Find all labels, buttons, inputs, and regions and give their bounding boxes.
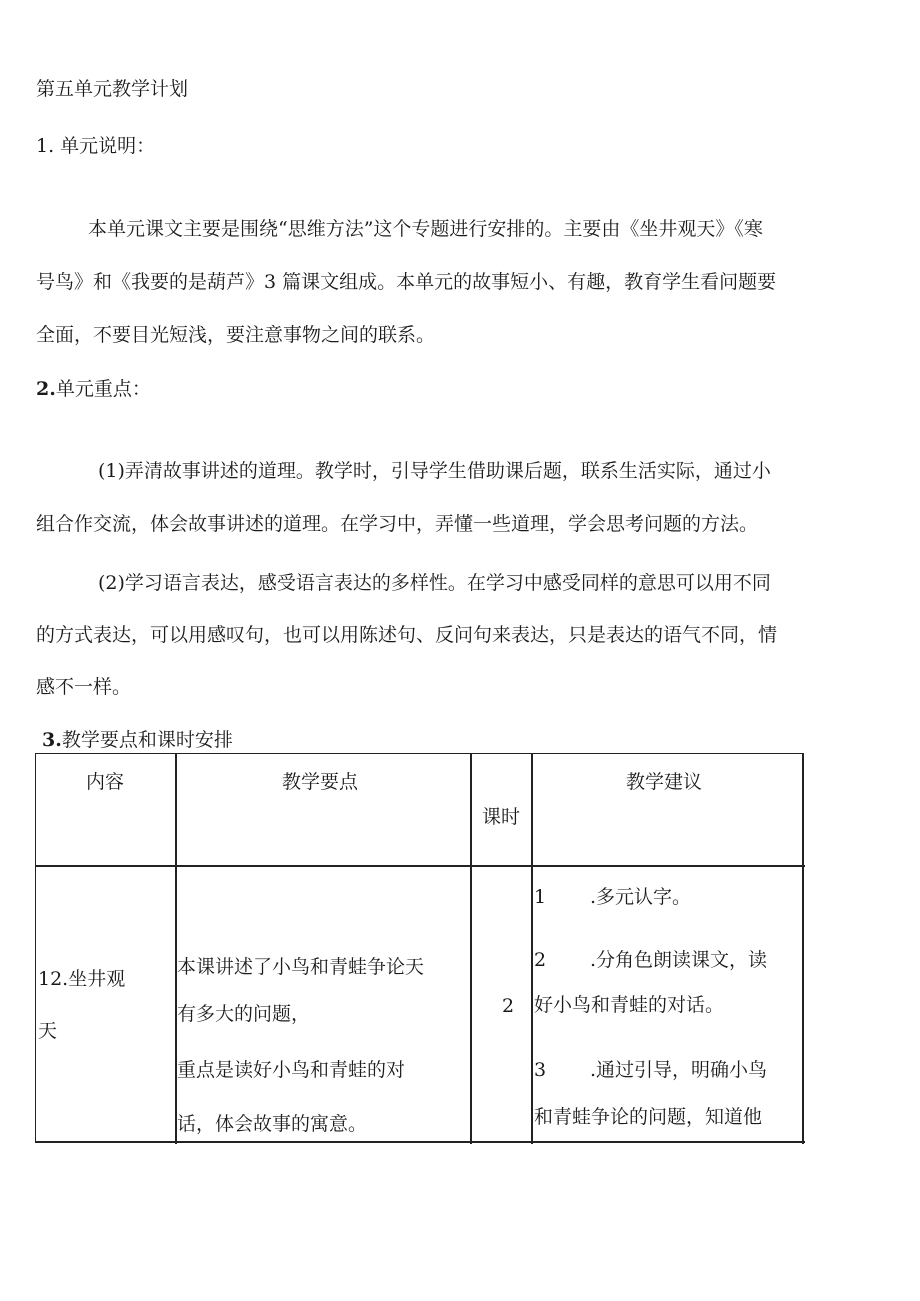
section-3-label: 教学要点和课时安排 — [61, 729, 233, 751]
table-divider — [531, 754, 533, 1144]
table-border — [802, 754, 804, 1144]
section-3-number: 3. — [42, 729, 62, 751]
advice-text: .通过引导，明确小鸟 — [590, 1059, 768, 1081]
row-class-hours: 2 — [502, 995, 515, 1017]
advice-number: 3 — [534, 1059, 547, 1081]
paragraph-line: (1)弄清故事讲述的道理。教学时，引导学生借助课后题，联系生活实际，通过小 — [98, 460, 771, 482]
page-title: 第五单元教学计划 — [36, 78, 189, 100]
lesson-plan-table — [35, 753, 804, 1143]
header-content: 内容 — [86, 771, 125, 793]
paragraph-line: 本单元课文主要是围绕“思维方法”这个专题进行安排的。主要由《坐井观天》《寒 — [88, 218, 763, 240]
row-points-line: 话，体会故事的寓意。 — [177, 1113, 368, 1135]
advice-text: .分角色朗读课文，读 — [590, 949, 768, 971]
table-divider — [175, 754, 177, 1144]
advice-number: 2 — [534, 949, 547, 971]
section-1-paragraph — [36, 203, 776, 362]
section-2-paragraph-1 — [36, 445, 771, 551]
advice-text: 好小鸟和青蛙的对话。 — [534, 994, 725, 1016]
paragraph-line: (2)学习语言表达，感受语言表达的多样性。在学习中感受同样的意思可以用不同 — [98, 572, 771, 594]
table-divider — [470, 754, 472, 1144]
section-1-heading: 1. 单元说明： — [36, 135, 156, 157]
row-points-line: 本课讲述了小鸟和青蛙争论天 — [177, 956, 425, 978]
row-points-line: 有多大的问题， — [177, 1003, 311, 1025]
row-content-line: 天 — [38, 1020, 58, 1042]
section-3-heading — [42, 729, 233, 751]
advice-text: .多元认字。 — [590, 886, 692, 908]
row-points-line: 重点是读好小鸟和青蛙的对 — [177, 1059, 406, 1081]
header-teaching-advice: 教学建议 — [626, 771, 703, 793]
advice-number: 1 — [534, 886, 547, 908]
header-class-hours: 课时 — [482, 806, 521, 828]
paragraph-line: 的方式表达，可以用感叹句，也可以用陈述句、反问句来表达，只是表达的语气不同，情 — [36, 624, 778, 646]
table-divider — [36, 865, 805, 867]
table-border — [36, 1141, 805, 1143]
section-2-number: 2. — [36, 378, 56, 400]
advice-text: 和青蛙争论的问题，知道他 — [534, 1106, 763, 1128]
section-2-label: 单元重点： — [55, 378, 151, 400]
paragraph-line: 组合作交流，体会故事讲述的道理。在学习中，弄懂一些道理，学会思考问题的方法。 — [36, 513, 759, 535]
row-content-line: 12.坐井观 — [38, 968, 126, 990]
paragraph-line: 号鸟》和《我要的是葫芦》3 篇课文组成。本单元的故事短小、有趣，教育学生看问题要 — [36, 271, 777, 293]
paragraph-line: 全面，不要目光短浅，要注意事物之间的联系。 — [36, 324, 436, 346]
paragraph-line: 感不一样。 — [36, 676, 132, 698]
section-2-heading — [36, 378, 151, 400]
section-2-paragraph-2 — [36, 557, 777, 713]
header-teaching-points: 教学要点 — [282, 771, 359, 793]
